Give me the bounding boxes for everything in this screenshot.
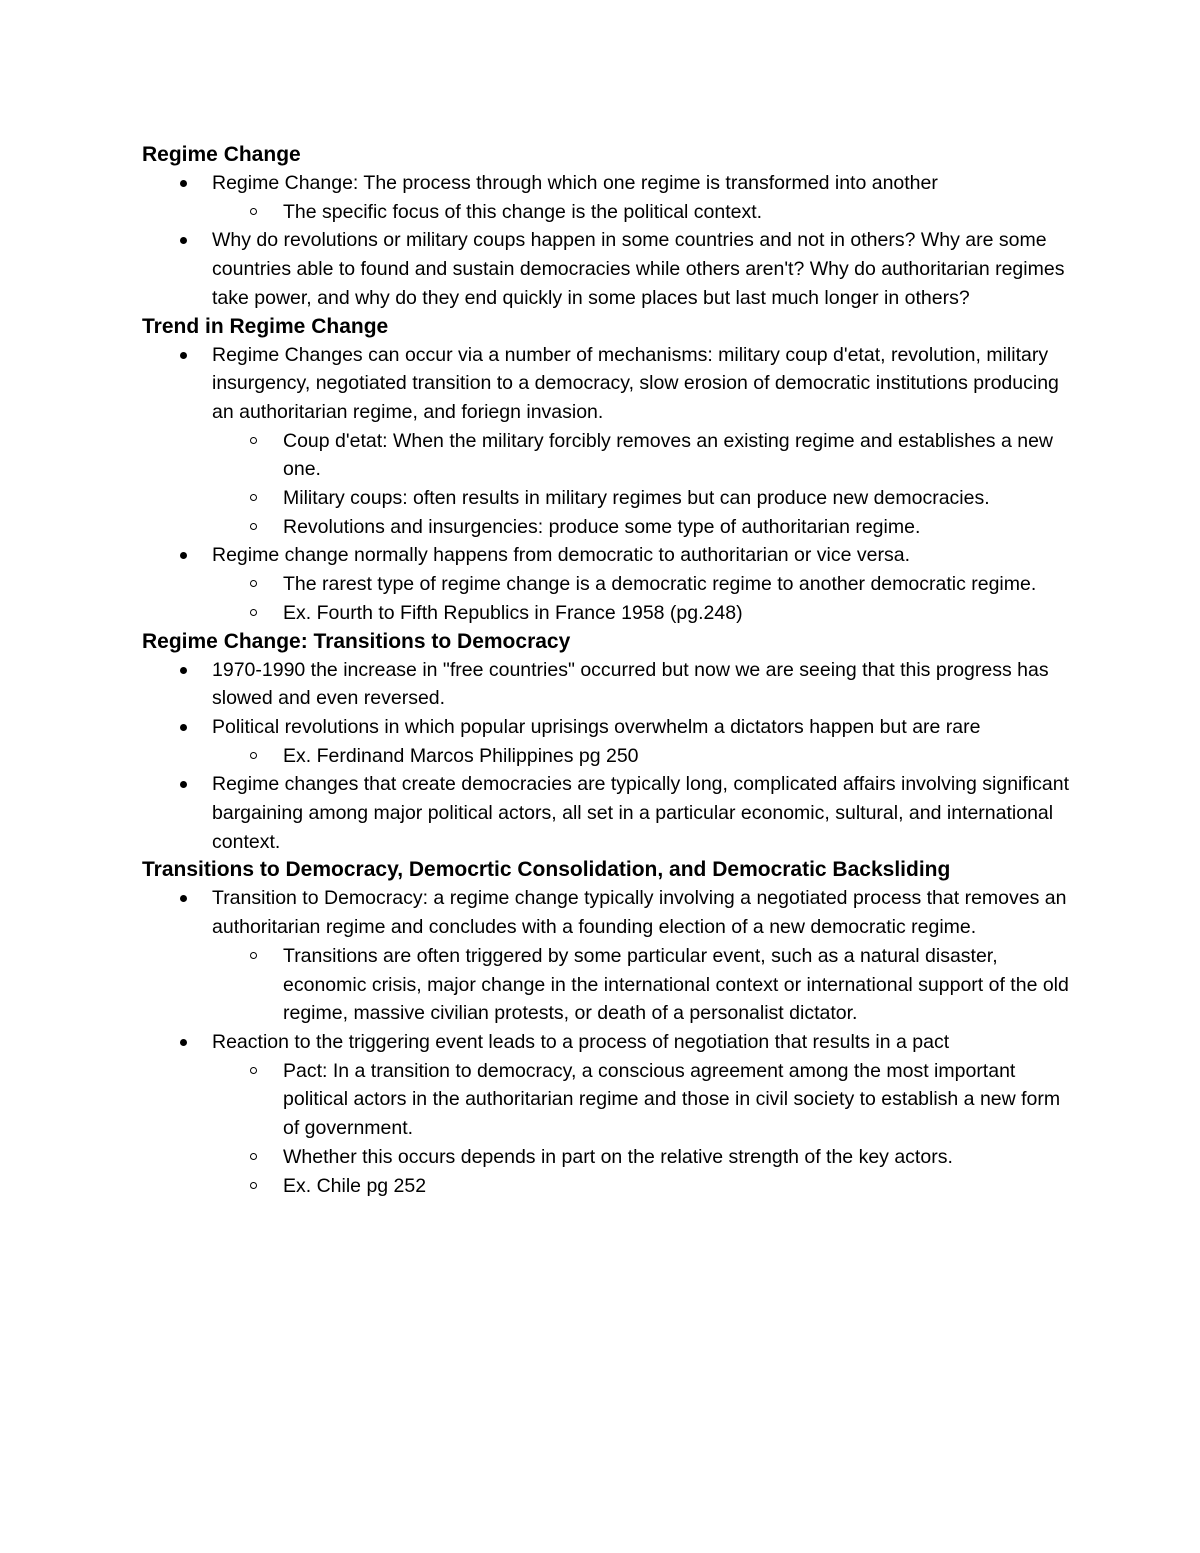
bullet-list [142, 341, 1072, 628]
bullet-disc-icon [180, 667, 187, 674]
list-item [142, 770, 1072, 856]
sub-list-item [142, 427, 1072, 484]
bullet-disc-icon [180, 781, 187, 788]
list-item [142, 541, 1072, 570]
list-item [142, 656, 1072, 713]
bullet-list [142, 169, 1072, 313]
list-item [142, 169, 1072, 198]
bullet-disc-icon [180, 180, 187, 187]
list-item [142, 713, 1072, 742]
sub-list-item [142, 942, 1072, 1028]
list-item-text: Whether this occurs depends in part on the relative strength of the key actors. [283, 1145, 953, 1168]
sub-list-item [142, 513, 1072, 542]
bullet-disc-icon [180, 552, 187, 559]
sub-list-item [142, 198, 1072, 227]
list-item-text: 1970-1990 the increase in "free countries" occurred but now we are seeing that this progress has slowed and even reversed. [212, 658, 1049, 710]
list-item-text: Revolutions and insurgencies: produce some type of authoritarian regime. [283, 515, 921, 538]
list-item-text: Reaction to the triggering event leads to a process of negotiation that results in a pact [212, 1030, 950, 1053]
bullet-disc-icon [180, 895, 187, 902]
list-item-text: Ex. Ferdinand Marcos Philippines pg 250 [283, 744, 639, 767]
list-item-text: Coup d'etat: When the military forcibly removes an existing regime and establishes a new one. [283, 429, 1054, 481]
sub-list-item [142, 599, 1072, 628]
section-heading: Transitions to Democracy, Democrtic Consolidation, and Democratic Backsliding [142, 858, 951, 882]
list-item-text: Military coups: often results in military regimes but can produce new democracies. [283, 487, 990, 510]
list-item [142, 226, 1072, 312]
section-heading: Trend in Regime Change [142, 314, 389, 338]
bullet-disc-icon [180, 724, 187, 731]
list-item [142, 341, 1072, 427]
bullet-circle-icon [250, 952, 257, 959]
list-item-text: Regime Change: The process through which one regime is transformed into another [212, 172, 938, 194]
sub-list-item [142, 570, 1072, 599]
bullet-disc-icon [180, 352, 187, 359]
list-item [142, 884, 1072, 941]
list-item-text: Regime Changes can occur via a number of mechanisms: military coup d'etat, revolution, military insurgency, negotiated transition to a democracy, slow erosion of democratic institutions producing an authoritarian regime, and foriegn invasion. [212, 343, 1059, 423]
bullet-circle-icon [250, 580, 257, 587]
list-item [142, 1028, 1072, 1057]
section-heading: Regime Change: Transitions to Democracy [142, 629, 571, 653]
sub-list-item [142, 1057, 1072, 1143]
list-item-text: Transition to Democracy: a regime change typically involving a negotiated process that removes an authoritarian regime and concludes with a founding election of a new democratic regime. [212, 887, 1067, 939]
list-item-text: Why do revolutions or military coups happen in some countries and not in others? Why are some countries able to found and sustain democracies while others aren't? Why do authoritarian regimes take power, and why do they end quickly in some places but last much longer in others? [212, 229, 1065, 309]
list-item-text: Ex. Fourth to Fifth Republics in France 1958 (pg.248) [283, 601, 743, 624]
list-item-text: Transitions are often triggered by some particular event, such as a natural disaster, economic crisis, major change in the international context or international support of the old regime, massive civilian protests, or death of a personalist dictator. [283, 944, 1069, 1025]
bullet-circle-icon [250, 752, 257, 759]
bullet-circle-icon [250, 523, 257, 530]
bullet-circle-icon [250, 609, 257, 616]
bullet-circle-icon [250, 208, 257, 215]
document-content [142, 141, 1072, 1200]
bullet-disc-icon [180, 237, 187, 244]
list-item-text: The rarest type of regime change is a democratic regime to another democratic regime. [283, 573, 1037, 596]
sub-list-item [142, 742, 1072, 771]
list-item-text: Regime change normally happens from democratic to authoritarian or vice versa. [212, 544, 911, 567]
bullet-circle-icon [250, 1153, 257, 1160]
sub-list-item [142, 484, 1072, 513]
list-item-text: Pact: In a transition to democracy, a conscious agreement among the most important political actors in the authoritarian regime and those in civil society to establish a new form of government. [283, 1059, 1061, 1140]
bullet-circle-icon [250, 1182, 257, 1189]
list-item-text: Political revolutions in which popular uprisings overwhelm a dictators happen but are rare [212, 715, 981, 738]
sub-list-item [142, 1143, 1072, 1172]
list-item-text: The specific focus of this change is the political context. [283, 200, 763, 223]
bullet-disc-icon [180, 1039, 187, 1046]
bullet-circle-icon [250, 437, 257, 444]
list-item-text: Ex. Chile pg 252 [283, 1174, 427, 1197]
bullet-circle-icon [250, 1067, 257, 1074]
list-item-text: Regime changes that create democracies are typically long, complicated affairs involving significant bargaining among major political actors, all set in a particular economic, sultural, and international context. [212, 773, 1069, 853]
bullet-list [142, 884, 1072, 1200]
bullet-circle-icon [250, 494, 257, 501]
bullet-list [142, 656, 1072, 857]
sub-list-item [142, 1172, 1072, 1201]
section-heading: Regime Change [142, 143, 301, 166]
